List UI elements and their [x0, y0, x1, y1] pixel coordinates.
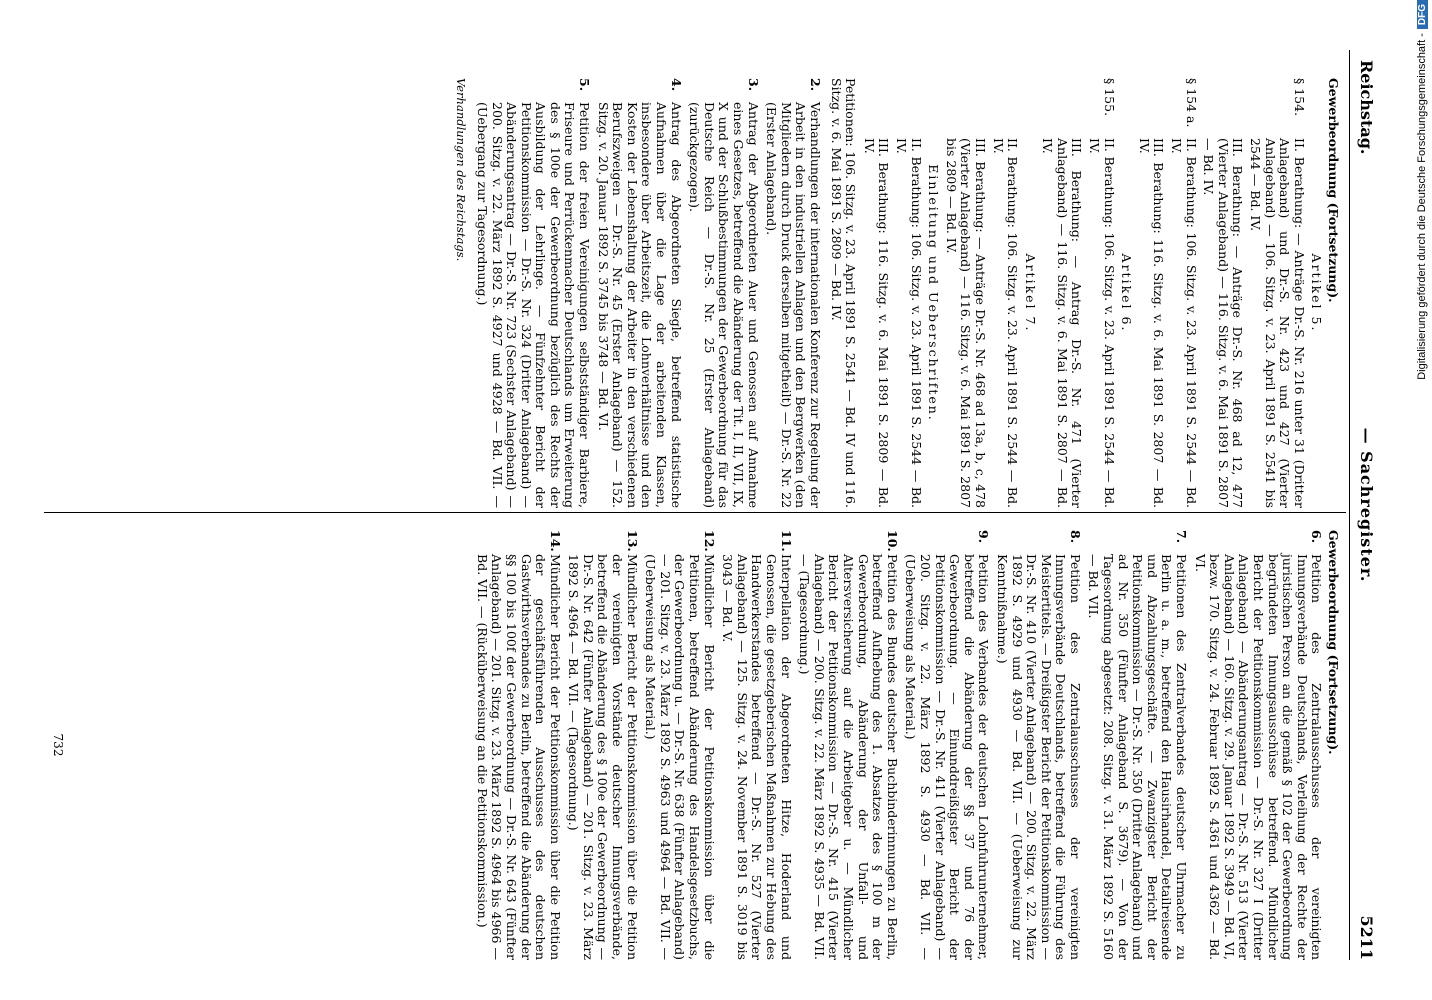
- paragraph-154-II: [1247, 78, 1305, 508]
- artikel-5-heading: Artikel 5.: [1309, 253, 1325, 333]
- paragraph-155-II: [1087, 78, 1116, 508]
- section-label: § 155.: [1101, 78, 1117, 117]
- entry-number: 8.: [1067, 530, 1083, 544]
- entry-text: Antrag der Abgeordneten Auer und Genossen auf Annahme eines Gesetzes, betreffend die Abänderung der Tit. I, II, VII, IX, X und der Schlußbestimmungen der Gewerbeordnung für das Deutsche Reich — Dr.-S. Nr. 25 (Erster Anlageband) (zurückgezogen).: [687, 102, 761, 508]
- page-number: 732: [50, 733, 65, 757]
- paragraph-text: III. Berathung: 116. Sitzg. v. 6. Mai 1891 S. 2809 — Bd. IV.: [861, 138, 892, 508]
- paragraph-154a-III: [1136, 78, 1165, 508]
- paragraph-155-III: [1040, 78, 1084, 508]
- entry-text: Mündlicher Bericht der Petitionskommission über die Petitionen, betreffend Abänderung des Handelsgesetzbuchs, der Gewerbeordnung u. — Dr.-S. Nr. 638 (Fünfter Anlageband) — 201. Sitzg. v. 23. März 1892 S. 4963 und 4964 — Bd. VII. — (Ueberweisung als Material.): [643, 554, 717, 960]
- paragraph-text: II. Berathung: — Anträge Dr.-S. Nr. 216 unter 31 (Dritter Anlageband) und Dr.-S. Nr. 423 und 427 (Vierter Anlageband) — 106. Sitzg. v. 23. April 1891 S. 2541 bis 2544 — Bd. IV.: [1248, 138, 1307, 508]
- list-item: [566, 530, 639, 960]
- paragraph-text: III. Berathung: — Anträge Dr.-S. Nr. 468 ad 13a, b, c, 478 (Vierter Anlageband) — 116. Sitzg. v. 6. Mai 1891 S. 2807 bis 2809 — Bd. IV.: [943, 138, 988, 508]
- entry-text: Petition des Zentralausschusses der vereinigten Innungsverbände Deutschlands, Verleihung der Rechte der juristischen Person an die gemäß § 102 der Gewerbeordnung begründeten Innungsausschüsse betreffend. Mündlicher Bericht der Petitionskommission — Dr.-S. Nr. 327 I (Dritter Anlageband) — Abänderungsantrag — Dr.-S. Nr. 513 (Vierter Anlageband) — 160. Sitzg. v. 29. Januar 1892 S. 3949 — Bd. VI, bezw. 170. Sitzg. v. 24. Februar 1892 S. 4361 und 4362 — Bd. VI.: [1192, 554, 1325, 960]
- header-left: Reichstag.: [1357, 60, 1376, 155]
- einleitung-III: [861, 78, 890, 508]
- entry-text: Antrag des Abgeordneten Siegle, betreffend statistische Aufnahmen über die Lage der arbeitenden Klassen, insbesondere über Arbeitszeit, die Lohnverhältnisse und den Kosten der Lebenshaltung der Arbeiter in den verschiedenen Berufszweigen — Dr.-S. Nr. 45 (Erster Anlageband) — 152. Sitzg. v. 20. Januar 1892 S. 3745 bis 3748 — Bd. VI.: [595, 102, 684, 508]
- dfg-credit: [1412, 0, 1432, 1000]
- list-item: [764, 78, 822, 508]
- section-label: § 154 a.: [1183, 78, 1199, 128]
- paragraph-154a-II: [1168, 78, 1197, 508]
- entry-number: 10.: [884, 530, 900, 552]
- entry-number: 14.: [547, 530, 563, 552]
- list-item: [1192, 530, 1323, 960]
- entry-text: Petitionen des Zentralverbandes deutscher Uhrmacher zu Berlin u. a. m., betreffend den Hausirhandel, Detailreisende und Abzahlungsgeschäfte. — Zwanzigster Bericht der Petitionskommission — Dr.-S. Nr. 350 (Dritter Anlageband) und ad Nr. 350 (Fünfter Anlageband S. 3679). — Von der Tagesordnung abgesetzt: 208. Sitzg. v. 31. März 1892 S. 5160 — Bd. VII.: [1086, 554, 1190, 960]
- entry-text: Petition des Verbandes der deutschen Lohnfuhrunternehmer, betreffend die Abänderung der §§ 37 und 76 der Gewerbeordnung. — Einunddreißigster Bericht der Petitionskommission — Dr.-S. Nr. 411 (Vierter Anlageband) — 200. Sitzg. v. 22. März 1892 S. 4930 — Bd. VII. — (Ueberweisung als Material.): [903, 554, 992, 960]
- entry-text: Mündlicher Bericht der Petitionskommission über die Petition der vereinigten Vorstände deutscher Innungsverbände, betreffend die Abänderung des § 100e der Gewerbeordnung — Dr.-S. Nr. 642 (Fünfter Anlageband) — 201. Sitzg. v. 23. März 1892 S. 4964 — Bd. VII. — (Tagesordnung.): [566, 554, 640, 960]
- entry-text: Interpellation der Abgeordneten Hitze, Hoderland und Genossen, die gesetzgeberischen Maßnahmen zur Hebung des Handwerkerstandes betreffend — Dr.-S. Nr. 527 (Vierter Anlageband) — 125. Sitzg. v. 24. November 1891 S. 3019 bis 3043 — Bd. V.: [720, 554, 794, 960]
- entry-text: Petition des Bundes deutscher Buchbinderinnungen zu Berlin, betreffend Aufhebung des 1. Absatzes des § 100 m der Gewerbeordnung, Abänderung der Unfall- und Altersversicherung auf die Arbeitgeber u. — Mündlicher Bericht der Petitionskommission — Dr.-S. Nr. 415 (Vierter Anlageband) — 200. Sitzg. v. 22. März 1892 S. 4935 — Bd. VII. — (Tagesordnung.): [797, 554, 900, 960]
- list-item: [720, 530, 793, 960]
- artikel-7-III: [943, 78, 987, 508]
- header-center: — Sachregister.: [1357, 427, 1376, 583]
- list-item: [474, 530, 562, 960]
- paragraph-text: II. Berathung: 106. Sitzg. v. 23. April 1891 S. 2544 — Bd. IV.: [990, 138, 1021, 508]
- dfg-logo: DFG: [1417, 0, 1428, 29]
- entry-number: 3.: [745, 78, 761, 92]
- entry-number: 5.: [577, 78, 593, 92]
- list-item: [994, 530, 1082, 960]
- entry-number: 7.: [1174, 530, 1190, 544]
- list-item: [1086, 530, 1188, 960]
- petitionen-summary: Petitionen: 106. Sitzg. v. 23. April 1891 S. 2541 — Bd. IV und 116. Sitzg. v. 6. Mai 1891 S. 2809 — Bd. IV.: [828, 78, 859, 508]
- header-page-number: 5211: [1357, 915, 1376, 960]
- paragraph-text: II. Berathung: 106. Sitzg. v. 23. April 1891 S. 2544 — Bd. IV.: [1087, 138, 1117, 508]
- list-item: [643, 530, 716, 960]
- entry-number: 11.: [778, 530, 794, 552]
- footer-note: Verhandlungen des Reichstags.: [454, 78, 469, 262]
- entry-number: 9.: [976, 530, 992, 544]
- entry-number: 13.: [624, 530, 640, 552]
- entry-text: Petition der freien Vereinigungen selbstständiger Barbiere, Friseure und Perrückenmacher Deutschlands um Erweiterung des § 100e der Gewerbeordnung bezüglich des Rechts der Ausbildung der Lehrlinge. — Fünfzehnter Bericht der Petitionskommission — Dr.-S. Nr. 324 (Dritter Anlageband) — Abänderungsantrag — Dr.-S. Nr. 723 (Sechster Anlageband) — 200. Sitzg. v. 22. März 1892 S. 4927 und 4928 — Bd. VII. — (Uebergang zur Tagesordnung.): [474, 102, 593, 508]
- paragraph-text: III. Berathung: 116. Sitzg. v. 6. Mai 1891 S. 2807 — Bd. IV.: [1136, 138, 1167, 508]
- artikel-7-II: [990, 78, 1019, 508]
- list-item: [903, 530, 991, 960]
- paragraph-text: III. Berathung: — Anträge Dr.-S. Nr. 468 ad 12, 477 (Vierter Anlageband) — 116. Sitzg. v. 6. Mai 1891 S. 2807 — Bd. IV.: [1201, 138, 1246, 508]
- paragraph-154-III: [1201, 78, 1245, 508]
- left-entries-list: [474, 78, 822, 508]
- entry-number: 12.: [701, 530, 717, 552]
- artikel-7-heading: Artikel 7.: [1022, 253, 1038, 333]
- list-item: [474, 78, 591, 508]
- entry-text: Mündlicher Bericht der Petitionskommission über die Petition der geschäftsführenden Ausschusses des deutschen Gastwirthsverbandes zu Berlin, betreffend die Abänderung der §§ 100 bis 100f der Gewerbeordnung — Dr.-S. Nr. 643 (Fünfter Anlageband) — 201. Sitzg. v. 23. März 1892 S. 4964 bis 4966 — Bd. VII. — (Rücküberweisung an die Petitionskommission.): [474, 554, 563, 960]
- right-entries-list: [474, 530, 1323, 960]
- right-column: [40, 530, 1340, 960]
- left-column: [40, 78, 1340, 508]
- left-section-title: Gewerbeordnung (Fortsetzung).: [1326, 78, 1341, 303]
- einleitung-heading: Einleitung und Ueberschriften.: [926, 164, 942, 422]
- list-item: [797, 530, 899, 960]
- entry-text: Verhandlungen der internationalen Konferenz zur Regelung der Arbeit in den industriellen Anlagen und den Bergwerken (den Mitgliedern durch Druck derselben mitgetheilt) — Dr.-S. Nr. 22 (Erster Anlageband).: [764, 102, 823, 508]
- paragraph-text: II. Berathung: 106. Sitzg. v. 23. April 1891 S. 2544 — Bd. IV.: [893, 138, 924, 508]
- page-header: [1352, 50, 1376, 960]
- entry-number: 6.: [1309, 530, 1325, 544]
- entry-number: 4.: [668, 78, 684, 92]
- right-section-title: Gewerbeordnung (Fortsetzung).: [1326, 530, 1341, 755]
- list-item: [687, 78, 760, 508]
- header-rule: [1349, 50, 1350, 960]
- artikel-6-heading: Artikel 6.: [1119, 253, 1135, 333]
- column-divider: [44, 512, 1346, 513]
- section-label: § 154.: [1291, 78, 1307, 117]
- entry-text: Petition des Zentralausschusses der vereinigten Innungsverbände Deutschlands, betreffend die Führung des Meistertitels. — Dreißigster Bericht der Petitionskommission — Dr.-S. Nr. 410 (Vierter Anlageband) — 200. Sitzg. v. 22. März 1892 S. 4929 und 4930 — Bd. VII. — (Ueberweisung zur Kenntnißnahme.): [994, 554, 1083, 960]
- paragraph-text: III. Berathung: — Antrag Dr.-S. Nr. 471 (Vierter Anlageband) — 116. Sitzg. v. 6. Mai 1891 S. 2807 — Bd. IV.: [1040, 138, 1085, 508]
- list-item: [595, 78, 683, 508]
- entry-number: 2.: [808, 78, 823, 92]
- dfg-credit-text: Digitalisierung gefördert durch die Deutsche Forschungsgemeinschaft -: [1416, 33, 1428, 380]
- einleitung-II: [893, 78, 922, 508]
- paragraph-text: II. Berathung: 106. Sitzg. v. 23. April 1891 S. 2544 — Bd. IV.: [1169, 138, 1199, 508]
